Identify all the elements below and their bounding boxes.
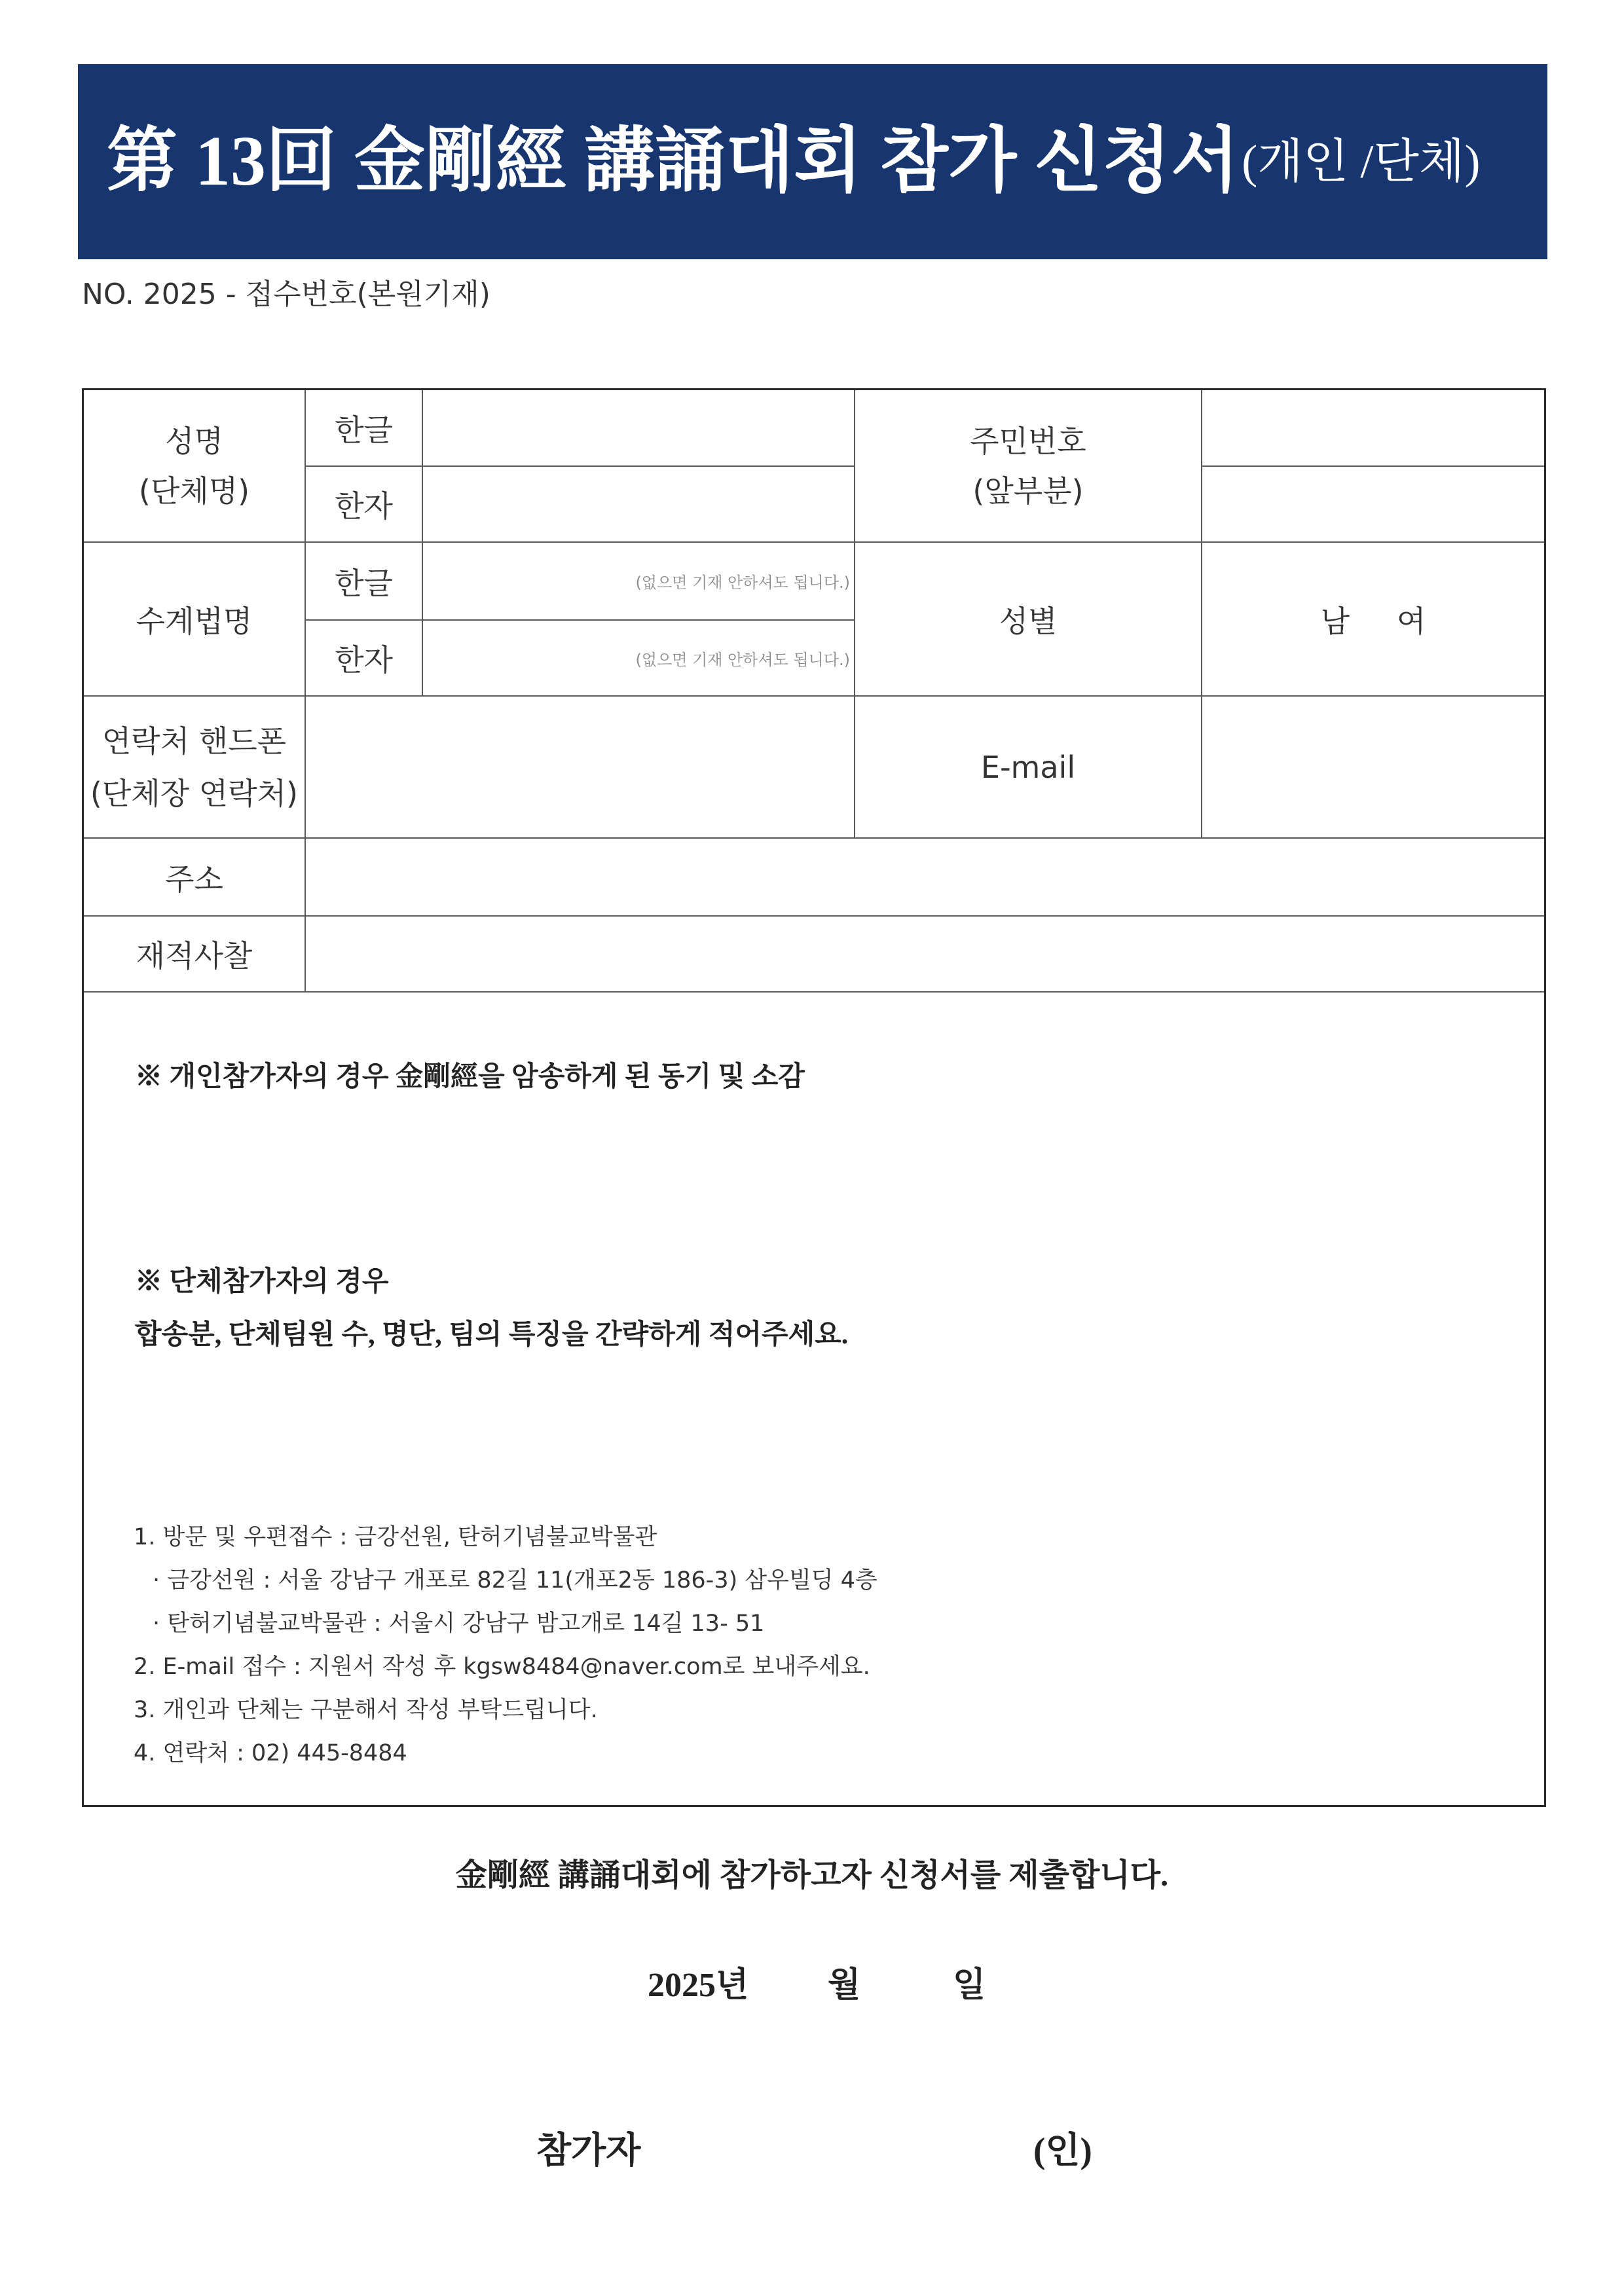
group-prompt-line2: 합송분, 단체팀원 수, 명단, 팀의 특징을 간략하게 적어주세요. [135, 1320, 849, 1350]
seal-mark: (인) [1033, 2130, 1092, 2170]
name-label-cell [84, 390, 304, 541]
email-field[interactable] [1202, 697, 1544, 837]
application-form-table [82, 388, 1546, 1807]
dharma-korean-label: 한글 [306, 543, 422, 619]
note-item: 2. E-mail 접수 : 지원서 작성 후 kgsw8484@naver.com로 보내주세요. [134, 1654, 870, 1680]
name-hanja-label: 한자 [306, 467, 422, 541]
note-item: 1. 방문 및 우편접수 : 금강선원, 탄허기념불교박물관 [134, 1524, 657, 1550]
form-subtitle: (개인 /단체) [1242, 136, 1481, 188]
form-title: 第 13回 金剛經 講誦대회 참가 신청서 [107, 122, 1240, 200]
contact-label-line1: 연락처 핸드폰 [101, 723, 287, 759]
individual-prompt: ※ 개인참가자의 경우 金剛經을 암송하게 된 동기 및 소감 [135, 1062, 805, 1092]
note-item: 4. 연락처 : 02) 445-8484 [134, 1740, 407, 1766]
resident-no-label-cell [855, 390, 1201, 541]
resident-no-label-line2: (앞부분) [972, 473, 1084, 509]
name-hanja-field[interactable] [423, 467, 854, 541]
note-item: · 금강선원 : 서울 강남구 개포로 82길 11(개포2동 186-3) 삼우빌딩 4층 [153, 1567, 877, 1594]
contact-label [90, 715, 298, 820]
optional-note: (없으면 기재 안하셔도 됩니다.) [635, 650, 850, 669]
dharma-hanja-field[interactable] [423, 621, 854, 695]
name-korean-label: 한글 [306, 390, 422, 465]
gender-option-female[interactable]: 여 [1397, 603, 1426, 639]
receipt-number: NO. 2025 - 접수번호(본원기재) [82, 278, 490, 311]
email-label: E-mail [855, 697, 1201, 837]
resident-no-field-1[interactable] [1202, 390, 1544, 465]
name-korean-field[interactable] [423, 390, 854, 465]
resident-no-field-2[interactable] [1202, 467, 1544, 541]
note-item: 3. 개인과 단체는 구분해서 작성 부탁드립니다. [134, 1697, 598, 1723]
name-label-line1: 성명 [165, 423, 223, 459]
dharma-hanja-label: 한자 [306, 621, 422, 695]
resident-no-label [970, 416, 1086, 516]
participant-label: 참가자 [536, 2130, 641, 2170]
note-item: · 탄허기념불교박물관 : 서울시 강남구 밤고개로 14길 13- 51 [153, 1611, 765, 1637]
title-banner [78, 64, 1547, 259]
temple-field[interactable] [306, 917, 1544, 991]
dharma-korean-field[interactable] [423, 543, 854, 619]
address-field[interactable] [306, 839, 1544, 915]
remarks-area[interactable] [84, 993, 1544, 1805]
dharma-name-label: 수계법명 [84, 543, 304, 695]
group-prompt-line1: ※ 단체참가자의 경우 [135, 1267, 389, 1297]
name-label [139, 416, 249, 516]
resident-no-label-line1: 주민번호 [970, 423, 1086, 459]
declaration-text: 金剛經 講誦대회에 참가하고자 신청서를 제출합니다. [455, 1858, 1169, 1893]
date-year: 2025년 [648, 1967, 749, 2004]
contact-field[interactable] [306, 697, 854, 837]
contact-label-line2: (단체장 연락처) [90, 775, 299, 811]
date-day: 일 [953, 1967, 986, 2004]
gender-field [1202, 543, 1544, 695]
address-label: 주소 [84, 839, 304, 915]
gender-option-male[interactable]: 남 [1320, 603, 1350, 639]
optional-note: (없으면 기재 안하셔도 됩니다.) [635, 574, 850, 592]
gender-label: 성별 [855, 543, 1201, 695]
temple-label: 재적사찰 [84, 917, 304, 991]
submission-notes [134, 1516, 877, 1775]
contact-label-cell [84, 697, 304, 837]
date-month: 월 [828, 1967, 861, 2004]
name-label-line2: (단체명) [138, 473, 250, 509]
